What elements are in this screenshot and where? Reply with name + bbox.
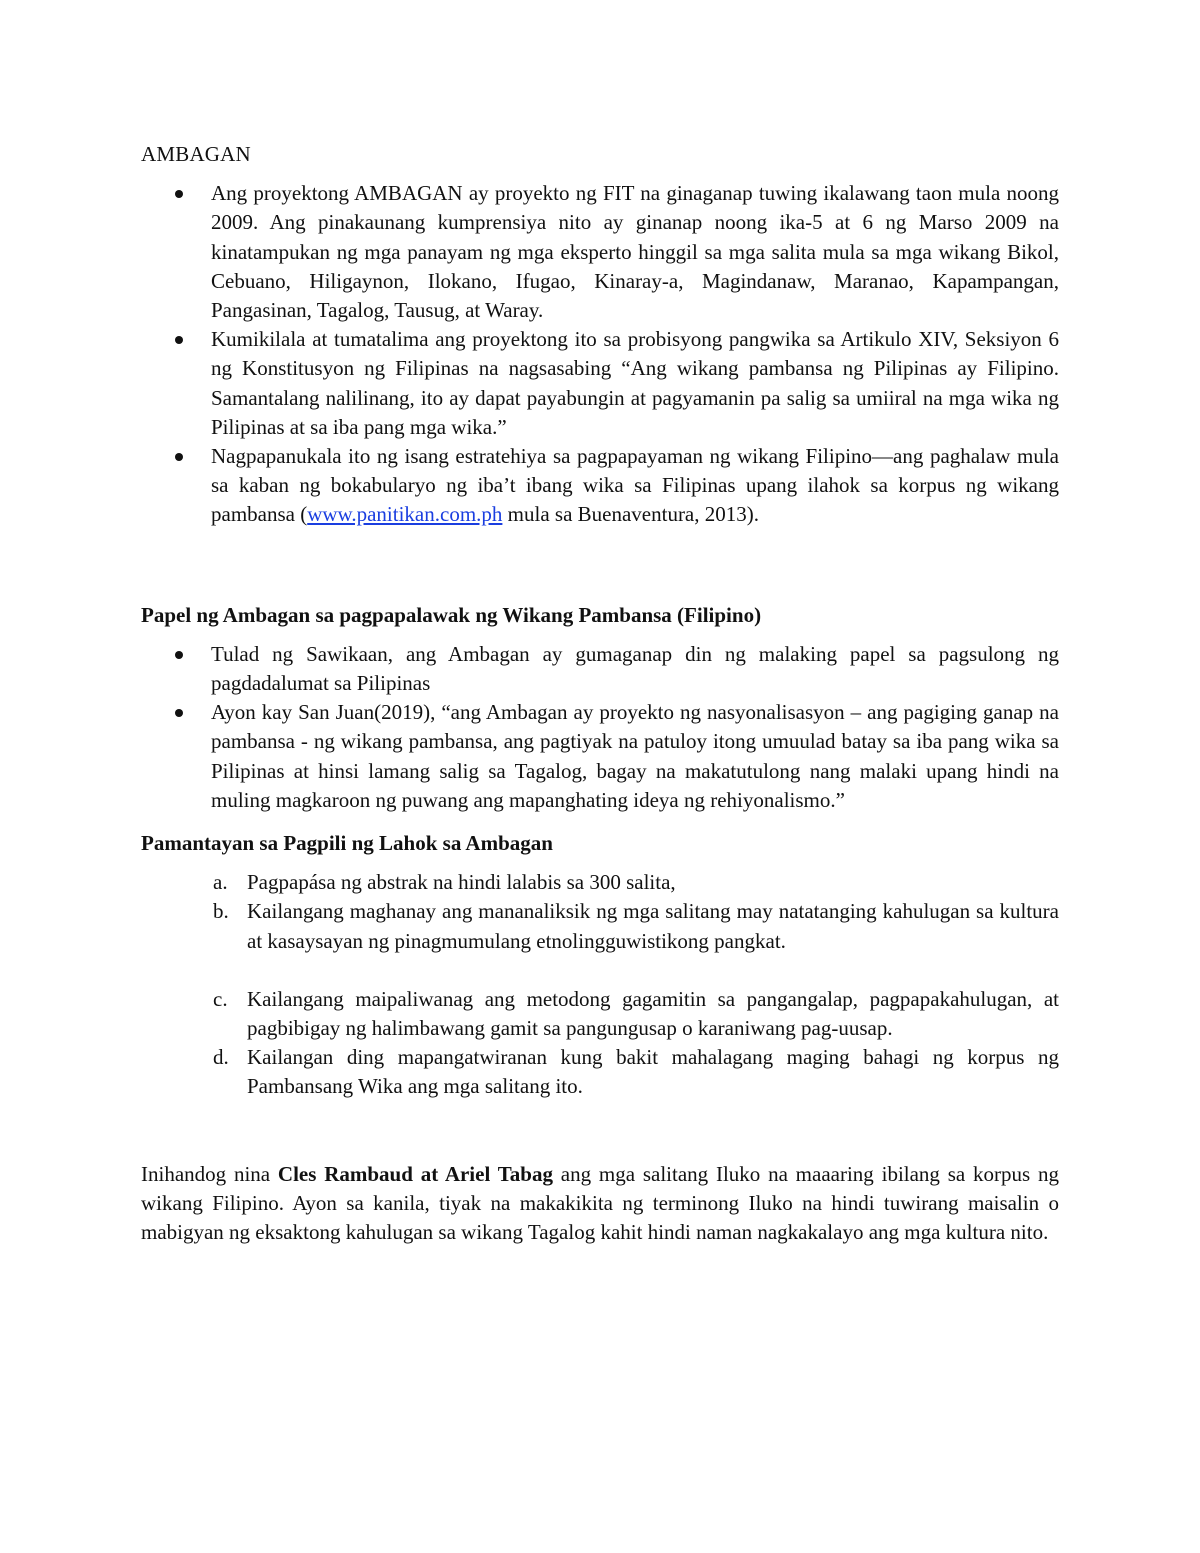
criteria-list bbox=[141, 868, 1059, 1101]
closing-lead: Inihandog nina bbox=[141, 1161, 278, 1186]
criteria-text: Kailangang maghanay ang mananaliksik ng mga salitang may natatanging kahulugan sa kultura at kasaysayan ng pinagmumulang etnolingguwistikong pangkat. bbox=[247, 899, 1059, 953]
list-marker: c. bbox=[213, 986, 228, 1011]
panitikan-link[interactable]: www.panitikan.com.ph bbox=[307, 502, 503, 527]
criteria-text: Kailangan ding mapangatwiranan kung bakit mahalagang maging bahagi ng korpus ng Pambansang Wika ang mga salitang ito. bbox=[247, 1045, 1059, 1099]
list-item bbox=[141, 325, 1059, 442]
papel-bullet-list bbox=[141, 640, 1059, 815]
bullet-text-before-link: Nagpapanukala ito ng isang estratehiya sa pagpapayaman ng wikang Filipino—ang paghalaw mula sa kaban ng bokabularyo ng iba’t ibang wika sa Filipinas upang ilahok sa korpus ng wikang pambansa ( bbox=[211, 444, 1059, 527]
list-marker: b. bbox=[213, 899, 229, 924]
section-title-ambagan: AMBAGAN bbox=[141, 142, 251, 166]
list-item bbox=[141, 985, 1059, 1043]
list-marker: a. bbox=[213, 870, 228, 895]
closing-paragraph bbox=[141, 1160, 1059, 1248]
bullet-icon bbox=[175, 453, 183, 461]
document-page bbox=[141, 140, 1059, 1247]
bullet-icon bbox=[175, 190, 183, 198]
list-marker: d. bbox=[213, 1045, 229, 1070]
list-item bbox=[141, 1043, 1059, 1101]
list-item bbox=[141, 640, 1059, 698]
list-item bbox=[141, 897, 1059, 955]
bullet-text-after-link: mula sa Buenaventura, 2013). bbox=[502, 502, 759, 527]
bullet-text: Tulad ng Sawikaan, ang Ambagan ay gumaganap din ng malaking papel sa pagsulong ng pagdadalumat sa Pilipinas bbox=[211, 641, 1059, 696]
bullet-icon bbox=[175, 651, 183, 659]
bullet-icon bbox=[175, 709, 183, 717]
section-title-papel: Papel ng Ambagan sa pagpapalawak ng Wikang Pambansa (Filipino) bbox=[141, 602, 762, 627]
closing-authors: Cles Rambaud at Ariel Tabag bbox=[277, 1161, 553, 1186]
criteria-text: Pagpapása ng abstrak na hindi lalabis sa 300 salita, bbox=[247, 870, 676, 895]
bullet-text: Ang proyektong AMBAGAN ay proyekto ng FIT na ginaganap tuwing ikalawang taon mula noong 2009. Ang pinakaunang kumprensiya nito ay ginanap noong ika-5 at 6 ng Marso 2009 na kinatampukan ng mga panayam ng mga eksperto hinggil sa mga salita mula sa mga wikang Bikol, Cebuano, Hiligaynon, Ilokano, Ifugao, Kinaray-a, Magindanaw, Maranao, Kapampangan, Pangasinan, Tagalog, Tausug, at Waray. bbox=[211, 181, 1059, 323]
section-title-pamantayan: Pamantayan sa Pagpili ng Lahok sa Ambagan bbox=[141, 831, 553, 856]
list-item bbox=[141, 868, 1059, 897]
list-item bbox=[141, 698, 1059, 815]
closing-rest: ang mga salitang Iluko na maaaring ibilang sa korpus ng wikang Filipino. Ayon sa kanila, tiyak na makakikita ng terminong Iluko na hindi tuwirang maisalin o mabigyan ng eksaktong kahulugan sa wikang Tagalog kahit hindi naman nagkakalayo ang mga kultura nito. bbox=[141, 1161, 1059, 1245]
list-item bbox=[141, 442, 1059, 530]
ambagan-bullet-list bbox=[141, 179, 1059, 529]
list-item bbox=[141, 179, 1059, 325]
bullet-text: Ayon kay San Juan(2019), “ang Ambagan ay proyekto ng nasyonalisasyon – ang pagiging ganap na pambansa - ng wikang pambansa, ang pagtiyak na patuloy itong umuulad batay sa iba pang wika sa Pilipinas at hinsi lamang salig sa Tagalog, bagay na makatutulong nang malaki upang hindi na muling magkaroon ng puwang ang mapanghating ideya ng rehiyonalismo.” bbox=[211, 700, 1059, 812]
criteria-text: Kailangang maipaliwanag ang metodong gagamitin sa pangangalap, pagpapakahulugan, at pagbibigay ng halimbawang gamit sa pangungusap o karaniwang pag-uusap. bbox=[247, 986, 1059, 1041]
bullet-icon bbox=[175, 336, 183, 344]
bullet-text: Kumikilala at tumatalima ang proyektong ito sa probisyong pangwika sa Artikulo XIV, Seksiyon 6 ng Konstitusyon ng Filipinas na nagsasabing “Ang wikang pambansa ng Pilipinas ay Filipino. Samantalang nalilinang, ito ay dapat payabungin at pagyamanin pa salig sa umiiral na mga wika ng Pilipinas at sa iba pang mga wika.” bbox=[211, 327, 1059, 439]
